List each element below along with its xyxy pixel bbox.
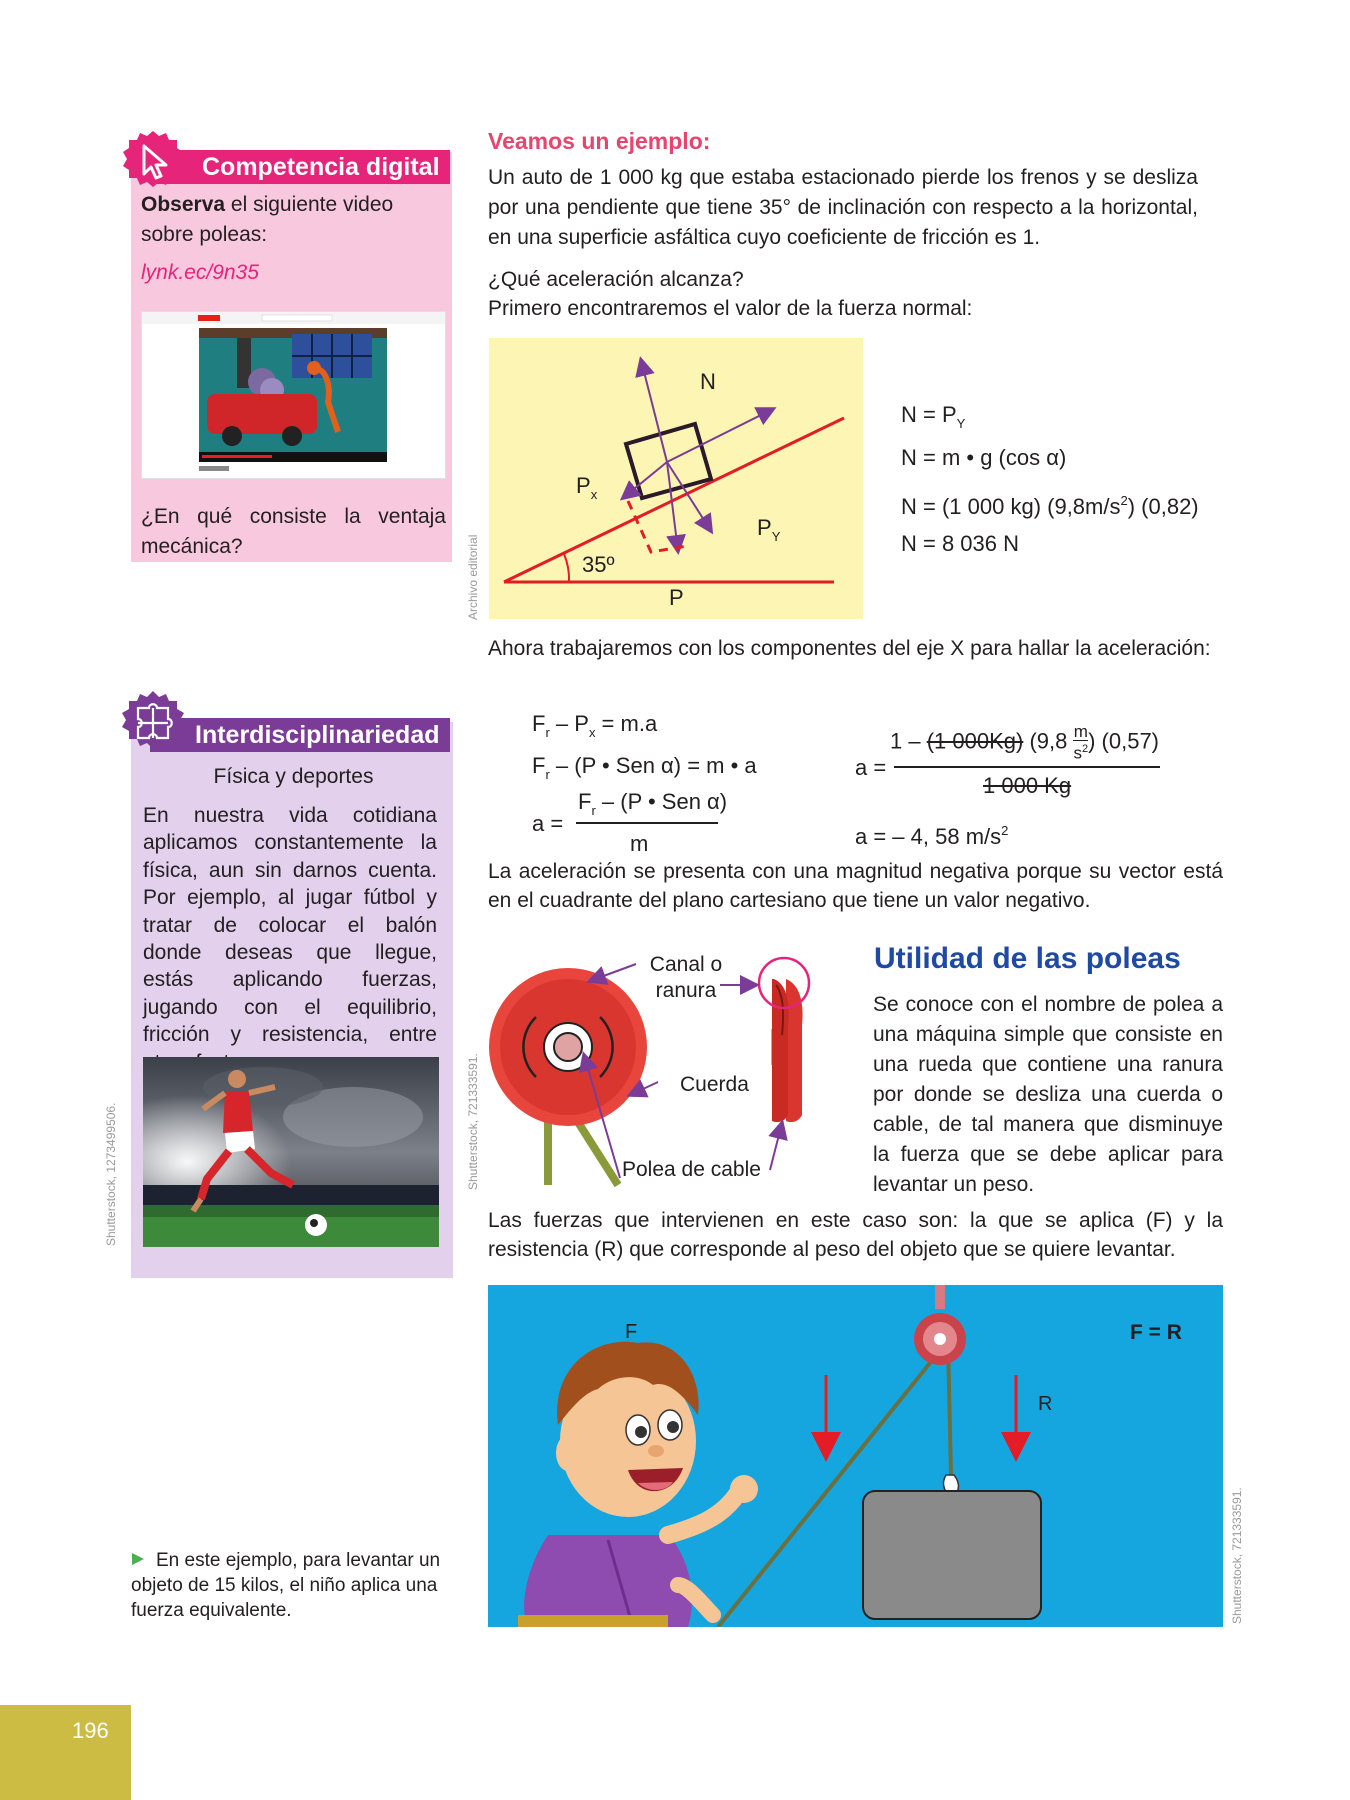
label-N: N bbox=[700, 369, 716, 394]
utilidad-body: Se conoce con el nombre de polea a una máquina simple que consiste en una rueda que contiene una ranura por donde se desliza una cuerda o cable, de tal manera que disminuye la fuerza que se debe aplicar para levantar un peso. bbox=[873, 993, 1223, 1196]
utilidad-forces: Las fuerzas que intervienen en este caso son: la que se aplica (F) y la resistencia (R) que corresponde al peso del objeto que se quiere levantar. bbox=[488, 1209, 1223, 1261]
formula-2: $F_r - (P$ • Sen α) = m • a bbox=[532, 753, 757, 782]
label-cuerda: Cuerda bbox=[680, 1073, 749, 1096]
accel-denominator: 1 000 Kg bbox=[983, 773, 1072, 798]
boy-pulley-illustration bbox=[488, 1285, 1223, 1627]
formula-3-fraction-bar bbox=[576, 822, 718, 824]
example-heading: Veamos un ejemplo: bbox=[488, 128, 711, 154]
soccer-player-photo bbox=[143, 1057, 439, 1247]
accel-fraction-bar bbox=[894, 766, 1160, 768]
interdisciplinariedad-body: En nuestra vida cotidiana aplicamos constantemente la física, aun sin darnos cuenta. Por ejemplo, al jugar fútbol y tratar de colocar el balón donde deseas que llegue, estás aplicando fuerzas, jugando con el equilibrio, fricción y resistencia, entre bbox=[143, 804, 437, 1047]
x-components-intro: Ahora trabajaremos con los componentes del eje X para hallar la aceleración: bbox=[488, 637, 1211, 660]
video-thumbnail[interactable] bbox=[141, 311, 446, 479]
accel-result: a = – 4, 58 $m/s^2$ bbox=[855, 823, 1009, 849]
competencia-observe: Observa el siguiente video sobre poleas: bbox=[141, 193, 394, 246]
label-polea: Polea de cable bbox=[622, 1158, 761, 1181]
label-F-equals-R: F = R bbox=[1130, 1321, 1182, 1344]
label-F: F bbox=[625, 1321, 638, 1343]
accel-numerator: 1 – (1 000Kg) (9,8 $\frac{m}{s^2}$ ) (0,57) bbox=[890, 722, 1160, 763]
label-canal: Canal o bbox=[649, 953, 723, 976]
boy-pulley-drawing bbox=[488, 1285, 1223, 1627]
puzzle-icon bbox=[118, 688, 188, 758]
accel-lhs: a = bbox=[855, 755, 887, 780]
video-screenshot bbox=[142, 312, 445, 478]
accel-explanation: La aceleración se presenta con una magnitud negativa porque su vector está en el cuadrante del plano cartesiano que tiene un valor negativo. bbox=[488, 860, 1223, 912]
incline-diagram-drawing bbox=[489, 338, 863, 619]
normal-eq-4: N = 8 036 N bbox=[901, 531, 1020, 556]
normal-eq-1: $N = P_Y$ bbox=[901, 402, 966, 431]
formula-3-numerator: $F_r - (P$ • Sen α) bbox=[578, 789, 728, 818]
label-R: R bbox=[1038, 1393, 1053, 1415]
caption-text: En este ejemplo, para levantar un objeto de 15 kilos, el niño aplica una fuerza equivalente. bbox=[131, 1550, 441, 1621]
credit-boy: Shutterstock, 721333591. bbox=[1230, 1487, 1244, 1624]
incline-diagram bbox=[489, 338, 863, 619]
label-Py: $P_Y$ bbox=[757, 515, 781, 544]
normal-eq-2: N = m • g (cos α) bbox=[901, 445, 1067, 470]
formula-1: $F_r - P_x = m.a$ bbox=[532, 711, 658, 740]
competencia-question: ¿En qué consiste la ventaja mecánica? bbox=[141, 505, 446, 558]
competencia-digital-title: Competencia digital bbox=[202, 153, 440, 181]
interdisciplinariedad-title: Interdisciplinariedad bbox=[195, 721, 440, 749]
label-P: P bbox=[669, 585, 684, 610]
boy bbox=[518, 1342, 758, 1627]
example-intro: Primero encontraremos el valor de la fuerza normal: bbox=[488, 297, 973, 320]
page-number-box bbox=[0, 1705, 131, 1800]
example-problem: Un auto de 1 000 kg que estaba estacionado pierde los frenos y se desliza por una pendiente que tiene 35° de inclinación con respecto a la horizontal, en una superficie asfáltica cuyo coeficiente de fricción es 1. bbox=[488, 166, 1198, 249]
label-angle: 35º bbox=[582, 552, 615, 577]
video-link[interactable]: lynk.ec/9n35 bbox=[141, 261, 259, 284]
credit-pulley: Shutterstock, 721333591. bbox=[466, 1053, 480, 1190]
cursor-icon bbox=[120, 128, 186, 194]
label-Px: $P_x$ bbox=[576, 473, 598, 502]
label-ranura: ranura bbox=[655, 979, 717, 1002]
example-question: ¿Qué aceleración alcanza? bbox=[488, 268, 744, 291]
page-number: 196 bbox=[72, 1718, 109, 1743]
formula-3-lhs: a = bbox=[532, 811, 564, 836]
interdisciplinariedad-subtitle: Física y deportes bbox=[213, 765, 374, 788]
utilidad-heading: Utilidad de las poleas bbox=[874, 942, 1181, 975]
credit-soccer: Shutterstock, 1273499506. bbox=[104, 1102, 118, 1246]
formula-3-denominator: m bbox=[630, 831, 649, 856]
credit-editorial: Archivo editorial bbox=[466, 534, 480, 620]
normal-eq-3: N = (1 000 kg) $(9,8m/s^2)$ (0,82) bbox=[901, 493, 1199, 519]
